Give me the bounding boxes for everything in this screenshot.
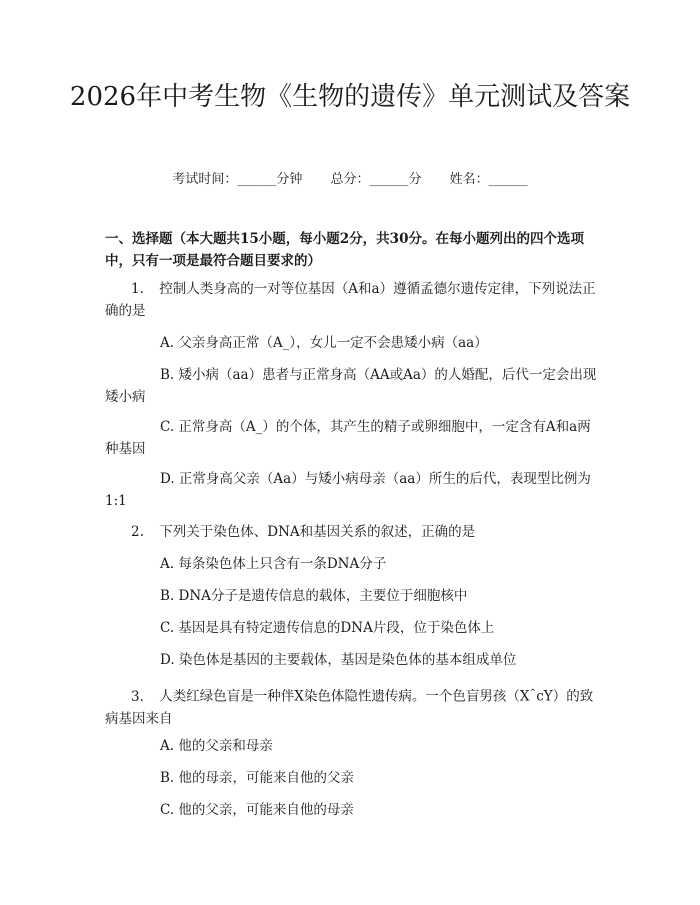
- exam-time: 考试时间：______分钟: [172, 172, 303, 187]
- option-text: C. 基因是具有特定遗传信息的DNA片段，位于染色体上: [160, 620, 495, 636]
- question-1-option-c: [105, 416, 600, 460]
- question-2-option-c: [105, 617, 600, 639]
- exam-name: 姓名：______: [449, 172, 528, 187]
- question-3-option-a: [105, 735, 600, 757]
- option-text: C. 他的父亲，可能来自他的母亲: [160, 802, 354, 818]
- question-1-option-d: [105, 468, 600, 512]
- question-1-option-a: [105, 332, 600, 354]
- question-2: [105, 521, 600, 543]
- exam-meta: [0, 168, 700, 187]
- page-title: 2026年中考生物《生物的遗传》单元测试及答案: [69, 82, 631, 112]
- question-number: 1.: [131, 281, 144, 297]
- question-2-option-a: [105, 553, 600, 575]
- question-stem: 控制人类身高的一对等位基因（A和a）遵循孟德尔遗传定律，下列说法正确的是: [105, 281, 596, 319]
- question-1-option-b: [105, 364, 600, 408]
- question-stem: 下列关于染色体、DNA和基因关系的叙述，正确的是: [159, 524, 476, 540]
- exam-score: 总分：______分: [330, 172, 422, 187]
- question-3-option-c: [105, 799, 600, 821]
- option-text: A. 父亲身高正常（A_），女儿一定不会患矮小病（aa）: [160, 335, 488, 351]
- option-text: A. 他的父亲和母亲: [160, 738, 273, 754]
- question-2-option-b: [105, 585, 600, 607]
- superscript-mark: ^: [529, 688, 537, 697]
- option-text: D. 染色体是基因的主要载体，基因是染色体的基本组成单位: [160, 652, 517, 668]
- option-text: B. 矮小病（aa）患者与正常身高（AA或Aa）的人婚配，后代一定会出现矮小病: [105, 367, 597, 405]
- question-3-option-b: [105, 767, 600, 789]
- question-number: 2.: [131, 524, 144, 540]
- question-2-option-d: [105, 649, 600, 671]
- option-text: B. DNA分子是遗传信息的载体，主要位于细胞核中: [160, 588, 468, 604]
- option-text: B. 他的母亲，可能来自他的父亲: [160, 770, 355, 786]
- section-heading: 一、选择题（本大题共15小题，每小题2分，共30分。在每小题列出的四个选项中，只有一项是最符合题目要求的）: [105, 231, 584, 269]
- option-text: A. 每条染色体上只含有一条DNA分子: [160, 556, 387, 572]
- question-1: [105, 278, 600, 322]
- question-3: [105, 682, 600, 730]
- option-text: D. 正常身高父亲（Aa）与矮小病母亲（aa）所生的后代，表现型比例为1:1: [105, 471, 591, 509]
- question-number: 3.: [131, 688, 144, 705]
- question-stem-part-a: 人类红绿色盲是一种伴X染色体隐性遗传病。一个色盲男孩（X: [159, 688, 530, 705]
- question-stem-part-b: cY）的致病基因来自: [105, 688, 594, 727]
- option-text: C. 正常身高（A_）的个体，其产生的精子或卵细胞中，一定含有A和a两种基因: [105, 419, 591, 457]
